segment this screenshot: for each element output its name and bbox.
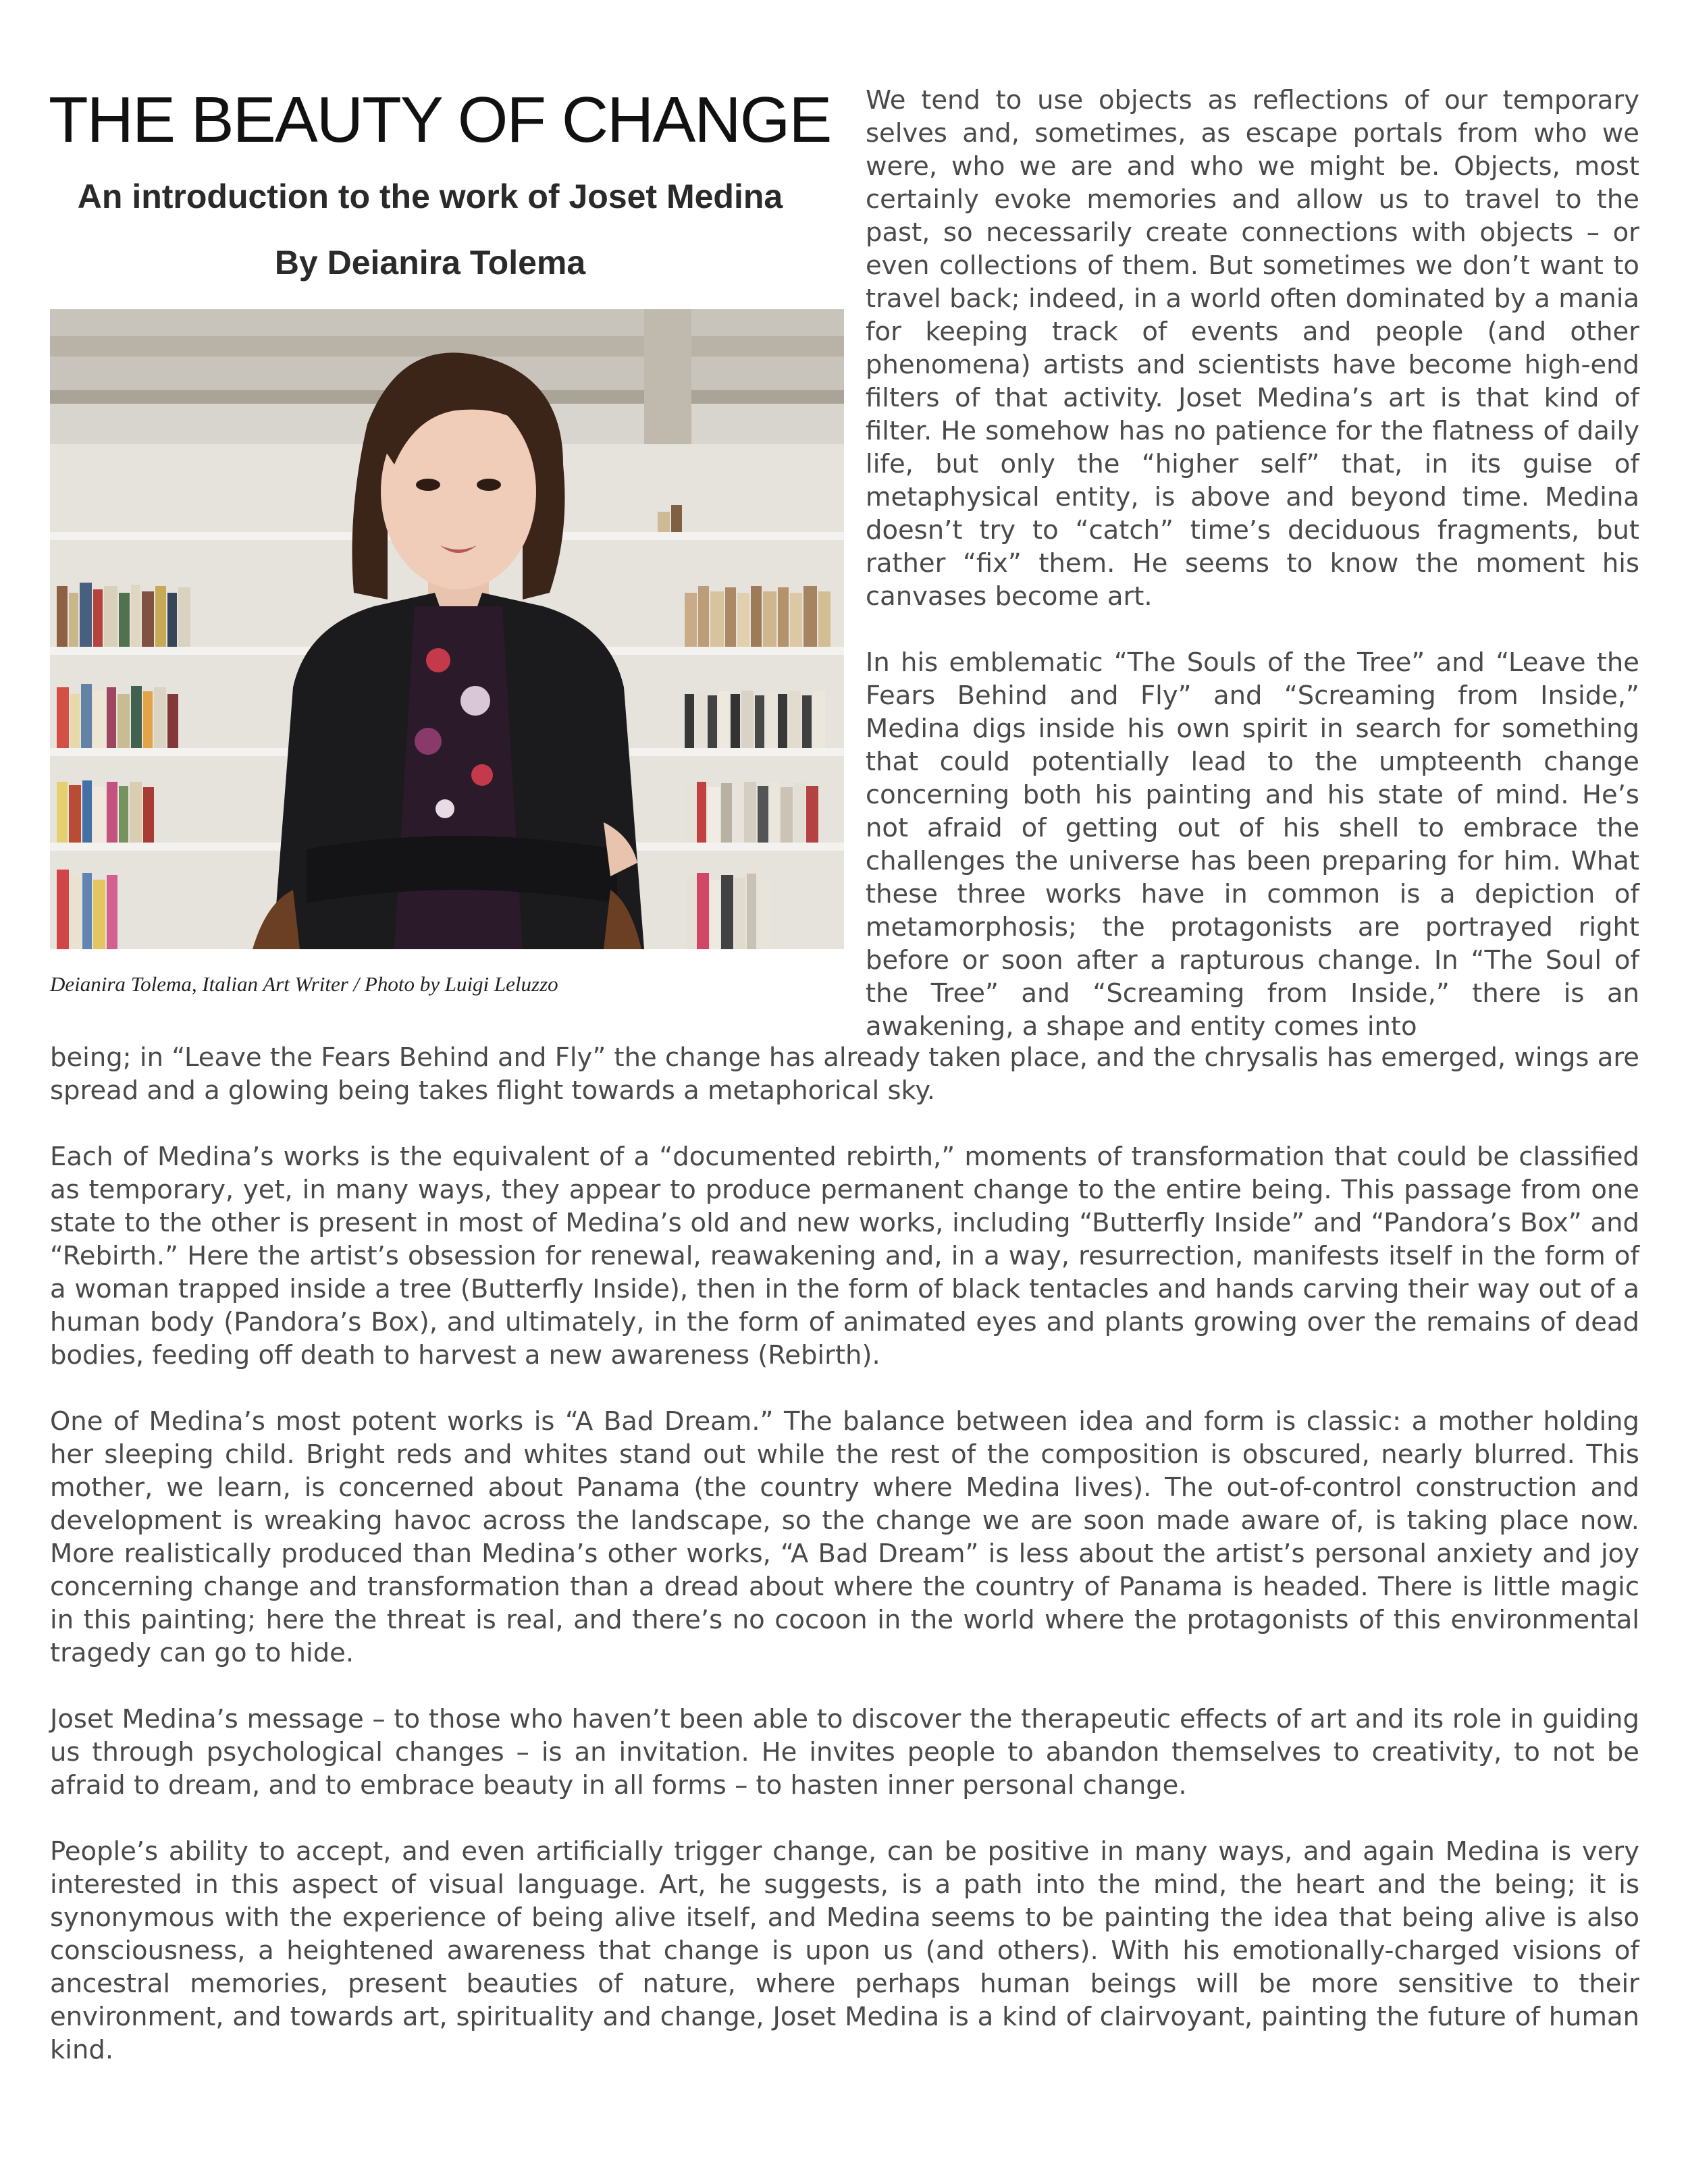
article-byline: By Deianira Tolema <box>274 244 586 282</box>
paragraph: Each of Medina’s works is the equivalent of a “documented rebirth,” moments of transformation that could be classified as temporary, yet, in many ways, they appear to produce permanent change to the entire being. This passage from one state to the other is present in most of Medina’s old and new works, including “Butterfly Inside” and “Pandora’s Box” and “Rebirth.” Here the artist’s obsession for renewal, reawakening and, in a way, resurrection, manifests itself in the form of a woman trapped inside a tree (Butterfly Inside), then in the form of black tentacles and hands carving their way out of a human body (Pandora’s Box), and ultimately, in the form of animated eyes and plants growing over the remains of dead bodies, feeding off death to harvest a new awareness (Rebirth). <box>50 1142 1639 1370</box>
right-column-text <box>866 84 1639 1043</box>
author-portrait-photo <box>50 309 844 949</box>
portrait-illustration <box>50 309 844 949</box>
paragraph: People’s ability to accept, and even artificially trigger change, can be positive in many ways, and again Medina is very interested in this aspect of visual language. Art, he suggests, is a path into the mind, the heart and the being; it is synonymous with the experience of being alive itself, and Medina seems to be painting the idea that being alive is also consciousness, a heightened awareness that change is upon us (and others). With his emotionally-charged visions of ancestral memories, present beauties of nature, where perhaps human beings will be more sensitive to their environment, and towards art, spirituality and change, Joset Medina is a kind of clairvoyant, painting the future of human kind. <box>50 1836 1639 2065</box>
paragraph: Joset Medina’s message – to those who haven’t been able to discover the therapeutic effects of art and its role in guiding us through psychological changes – is an invitation. He invites people to abandon themselves to creativity, to not be afraid to dream, and to embrace beauty in all forms – to hasten inner personal change. <box>50 1704 1639 1801</box>
photo-caption: Deianira Tolema, Italian Art Writer / Photo by Luigi Leluzzo <box>50 972 558 996</box>
full-width-text <box>50 1041 1639 2067</box>
paragraph: We tend to use objects as reflections of our temporary selves and, sometimes, as escape portals from who we were, who we are and who we might be. Objects, most certainly evoke memories and allow us to travel to the past, so necessarily create connections with objects – or even collections of them. But sometimes we don’t want to travel back; indeed, in a world often dominated by a mania for keeping track of events and people (and other phenomena) artists and scientists have become high-end filters of that activity. Joset Medina’s art is that kind of filter. He somehow has no patience for the flatness of daily life, but only the “higher self” that, in its guise of metaphysical entity, is above and beyond time. Medina doesn’t try to “catch” time’s deciduous fragments, but rather “fix” them. He seems to know the moment his canvases become art. <box>866 85 1639 612</box>
paragraph: In his emblematic “The Souls of the Tree” and “Leave the Fears Behind and Fly” and “Screaming from Inside,” Medina digs inside his own spirit in search for something that could potentially lead to the umpteenth change concerning both his painting and his state of mind. He’s not afraid of getting out of his shell to embrace the challenges the universe has been preparing for him. What these three works have in common is a depiction of metamorphosis; the protagonists are portrayed right before or soon after a rapturous change. In “The Soul of the Tree” and “Screaming from Inside,” there is an awakening, a shape and entity comes into <box>866 647 1639 1042</box>
paragraph: being; in “Leave the Fears Behind and Fly” the change has already taken place, and the chrysalis has emerged, wings are spread and a glowing being takes flight towards a metaphorical sky. <box>50 1042 1639 1106</box>
article-title: THE BEAUTY OF CHANGE <box>49 84 831 156</box>
article-subtitle: An introduction to the work of Joset Medina <box>77 178 783 215</box>
paragraph: One of Medina’s most potent works is “A Bad Dream.” The balance between idea and form is classic: a mother holding her sleeping child. Bright reds and whites stand out while the rest of the composition is obscured, nearly blurred. This mother, we learn, is concerned about Panama (the country where Medina lives). The out-of-control construction and development is wreaking havoc across the landscape, so the change we are soon made aware of, is taking place now. More realistically produced than Medina’s other works, “A Bad Dream” is less about the artist’s personal anxiety and joy concerning change and transformation than a dread about where the country of Panama is headed. There is little magic in this painting; here the threat is real, and there’s no cocoon in the world where the protagonists of this environmental tragedy can go to hide. <box>50 1406 1639 1668</box>
